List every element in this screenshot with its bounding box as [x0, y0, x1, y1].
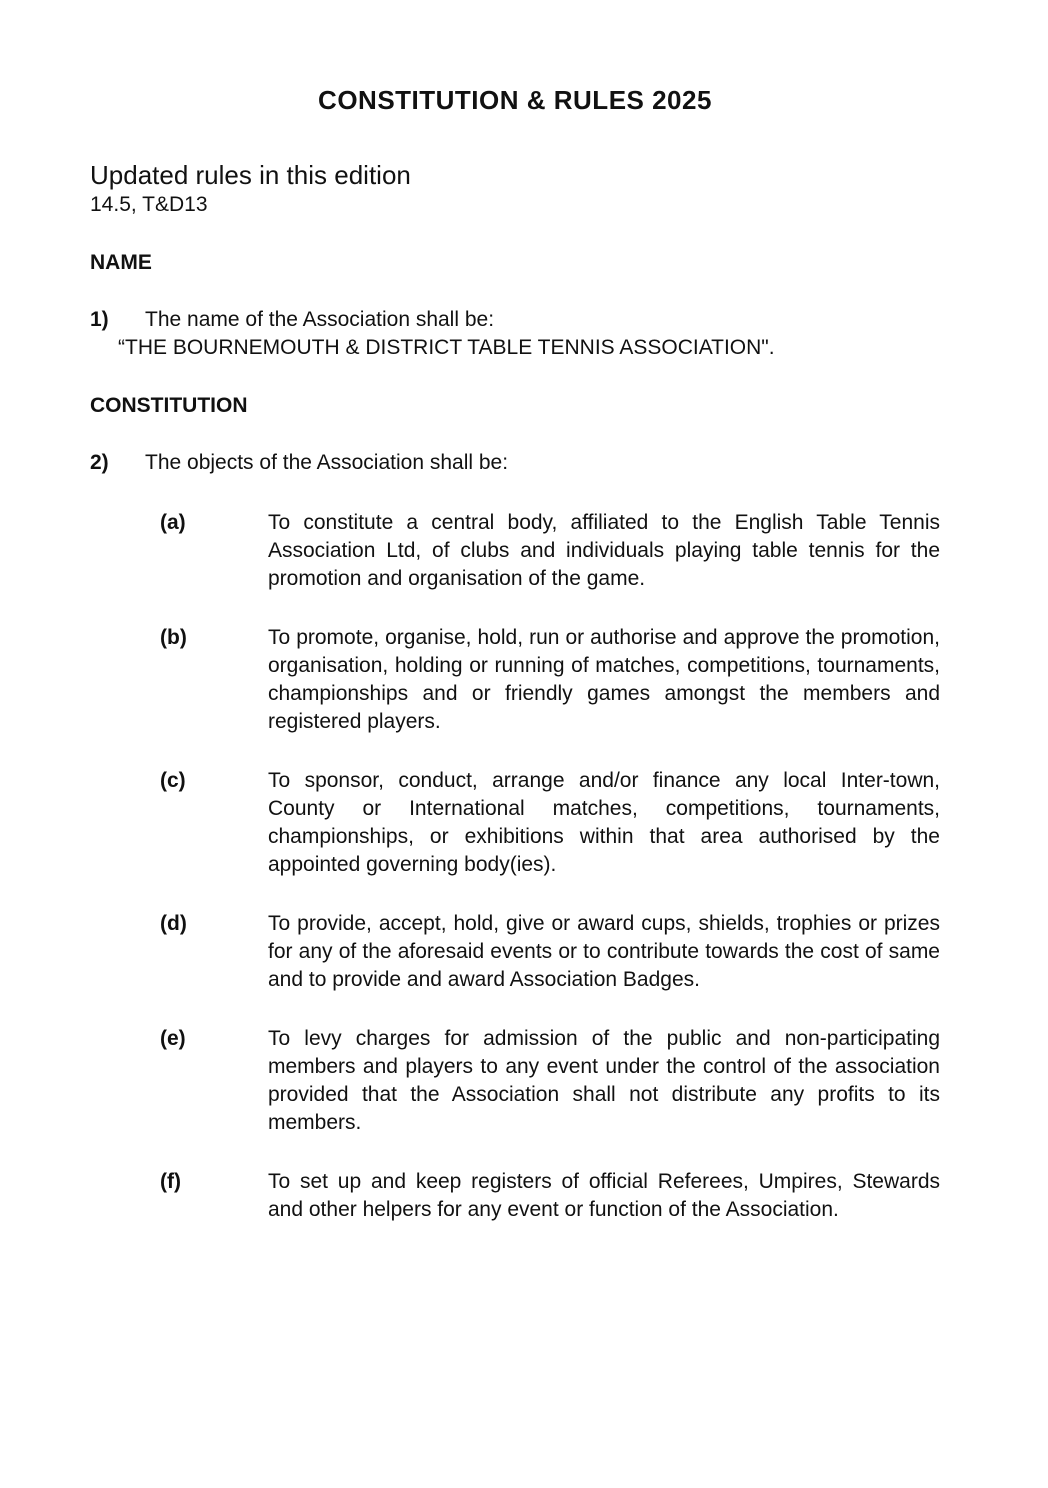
clause-1	[90, 306, 940, 362]
clause-2-number: 2)	[90, 451, 109, 474]
object-item-b	[160, 624, 940, 736]
object-item-f	[160, 1168, 940, 1224]
object-item-e	[160, 1025, 940, 1137]
clause-2-text: The objects of the Association shall be:	[145, 451, 509, 474]
clause-1-number: 1)	[90, 308, 109, 331]
object-text-f: To set up and keep registers of official Referees, Umpires, Stewards and other helpers for any event or function of the Association.	[268, 1170, 940, 1221]
object-label-c: (c)	[160, 769, 186, 792]
object-label-d: (d)	[160, 912, 187, 935]
document-title: CONSTITUTION & RULES 2025	[318, 85, 712, 115]
updated-rules-heading: Updated rules in this edition	[90, 160, 411, 190]
object-label-a: (a)	[160, 511, 186, 534]
object-label-b: (b)	[160, 626, 187, 649]
object-item-c	[160, 767, 940, 879]
updated-rules-refs: 14.5, T&D13	[90, 193, 208, 216]
object-item-d	[160, 910, 940, 994]
object-text-a: To constitute a central body, affiliated to the English Table Tennis Association Ltd, of clubs and individuals playing table tennis for the promotion and organisation of the game.	[268, 511, 940, 590]
object-text-b: To promote, organise, hold, run or authorise and approve the promotion, organisation, holding or running of matches, competitions, tournaments, championships and or friendly games amongst the members and registered players.	[268, 626, 940, 733]
association-name: “THE BOURNEMOUTH & DISTRICT TABLE TENNIS ASSOCIATION".	[118, 336, 775, 359]
clause-1-body	[118, 306, 940, 362]
object-item-a	[160, 509, 940, 593]
object-text-c: To sponsor, conduct, arrange and/or finance any local Inter-town, County or International matches, competitions, tournaments, championships, or exhibitions within that area authorised by the appointed governing body(ies).	[268, 769, 940, 876]
objects-list	[90, 509, 940, 1224]
object-label-e: (e)	[160, 1027, 186, 1050]
section-heading-name: NAME	[90, 251, 152, 274]
object-text-e: To levy charges for admission of the public and non-participating members and players to any event under the control of the association provided that the Association shall not distribute any profits to its members.	[268, 1027, 940, 1134]
object-label-f: (f)	[160, 1170, 181, 1193]
clause-2	[90, 449, 940, 477]
clause-2-body	[145, 449, 940, 477]
object-text-d: To provide, accept, hold, give or award cups, shields, trophies or prizes for any of the aforesaid events or to contribute towards the cost of same and to provide and award Association Badges.	[268, 912, 940, 991]
section-heading-constitution: CONSTITUTION	[90, 394, 248, 417]
clause-1-text: The name of the Association shall be:	[145, 308, 495, 331]
